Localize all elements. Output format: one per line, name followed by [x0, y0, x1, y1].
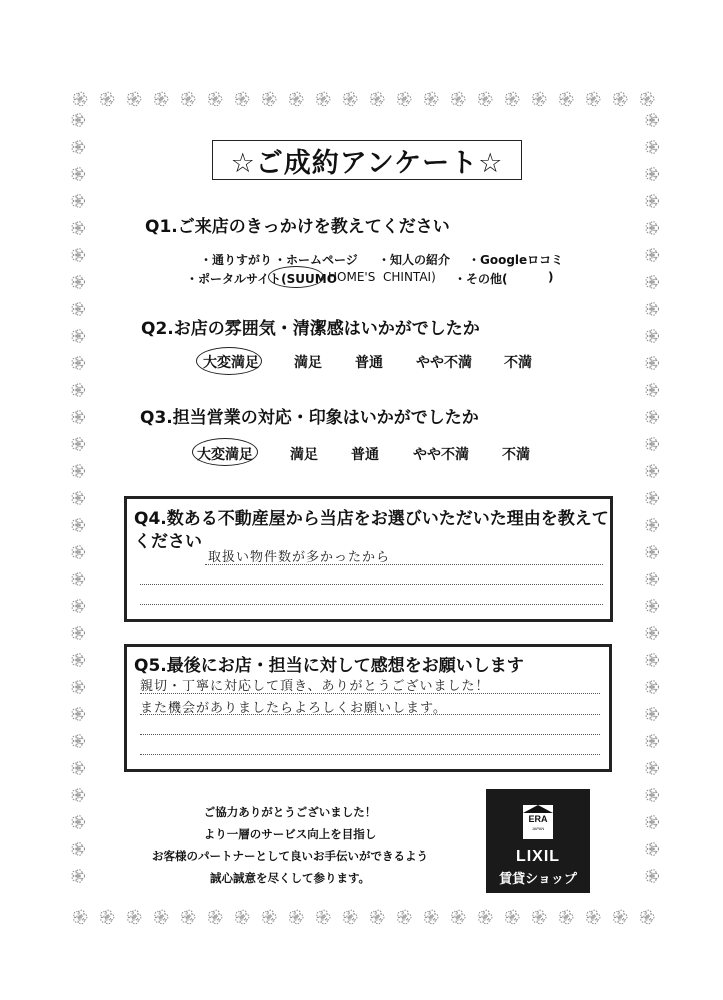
- q1-option-homepage[interactable]: ・ホームページ: [274, 253, 358, 267]
- q2-selection-circle: [196, 347, 262, 375]
- q3-heading: Q3.担当営業の対応・印象はいかがでしたか: [140, 408, 479, 428]
- q4-answer-line1[interactable]: 取扱い物件数が多かったから: [208, 550, 391, 565]
- footer-thanks: ご協力ありがとうございました！: [203, 805, 377, 819]
- survey-title: ☆ご成約アンケート☆: [212, 140, 522, 180]
- footer-line-2: より一層のサービス向上を目指し: [203, 827, 377, 841]
- q4-answer-rule-2: [140, 584, 603, 585]
- era-logo-subtext: JAPAN: [531, 826, 545, 831]
- q4-answer-rule-3: [140, 604, 603, 605]
- era-logo-text: ERA: [528, 814, 548, 824]
- logo-brand-text: LIXIL: [515, 848, 561, 865]
- q4-heading-line2: ください: [134, 532, 202, 552]
- q5-heading: Q5.最後にお店・担当に対して感想をお願いします: [134, 656, 524, 676]
- q1-option-other[interactable]: ・その他(: [454, 272, 508, 286]
- q1-option-walk-by[interactable]: ・通りすがり: [200, 253, 273, 267]
- q1-other-close-paren: ): [548, 270, 554, 284]
- footer-line-4: 誠心誠意を尽くして参ります。: [209, 871, 371, 885]
- q2-option-satisfied[interactable]: 満足: [294, 355, 322, 371]
- q2-option-dissatisfied[interactable]: 不満: [504, 355, 532, 371]
- q4-answer-rule-1: [205, 564, 603, 565]
- q3-option-neutral[interactable]: 普通: [351, 447, 379, 463]
- q1-option-chintai[interactable]: CHINTAI): [383, 270, 436, 284]
- q5-answer-rule-1: [140, 693, 600, 694]
- era-logo-icon: [523, 805, 553, 839]
- logo-shop-text: 賃貸ショップ: [499, 872, 577, 887]
- q5-answer-rule-3: [140, 734, 600, 735]
- q3-option-satisfied[interactable]: 満足: [290, 447, 318, 463]
- q1-option-portal-suumo[interactable]: ・ポータルサイト(SUUMO: [186, 272, 337, 286]
- q2-heading: Q2.お店の雰囲気・清潔感はいかがでしたか: [141, 319, 480, 339]
- q2-option-slightly-dissatisfied[interactable]: やや不満: [416, 355, 472, 371]
- q2-option-very-satisfied[interactable]: 大変満足: [203, 355, 259, 371]
- q3-option-very-satisfied[interactable]: 大変満足: [197, 447, 253, 463]
- q3-option-dissatisfied[interactable]: 不満: [502, 447, 530, 463]
- q3-option-slightly-dissatisfied[interactable]: やや不満: [413, 447, 469, 463]
- q1-selection-circle: [268, 266, 324, 288]
- footer-line-3: お客様のパートナーとして良いお手伝いができるよう: [152, 849, 428, 863]
- q1-option-google[interactable]: ・Googleロコミ: [468, 253, 564, 267]
- q5-answer-line2[interactable]: また機会がありましたらよろしくお願いします。: [140, 701, 447, 716]
- q1-heading: Q1.ご来店のきっかけを教えてください: [145, 217, 450, 237]
- q5-answer-line1[interactable]: 親切・丁寧に対応して頂き、ありがとうございました！: [140, 679, 490, 694]
- q1-option-homes[interactable]: HOME'S: [328, 270, 376, 284]
- q3-selection-circle: [192, 438, 258, 466]
- q5-answer-rule-2: [140, 714, 600, 715]
- q5-answer-rule-4: [140, 754, 600, 755]
- q4-heading-line1: Q4.数ある不動産屋から当店をお選びいただいた理由を教えて: [134, 509, 609, 529]
- lixil-chintai-shop-logo: [486, 789, 590, 893]
- q2-option-neutral[interactable]: 普通: [355, 355, 383, 371]
- q1-option-referral[interactable]: ・知人の紹介: [378, 253, 451, 267]
